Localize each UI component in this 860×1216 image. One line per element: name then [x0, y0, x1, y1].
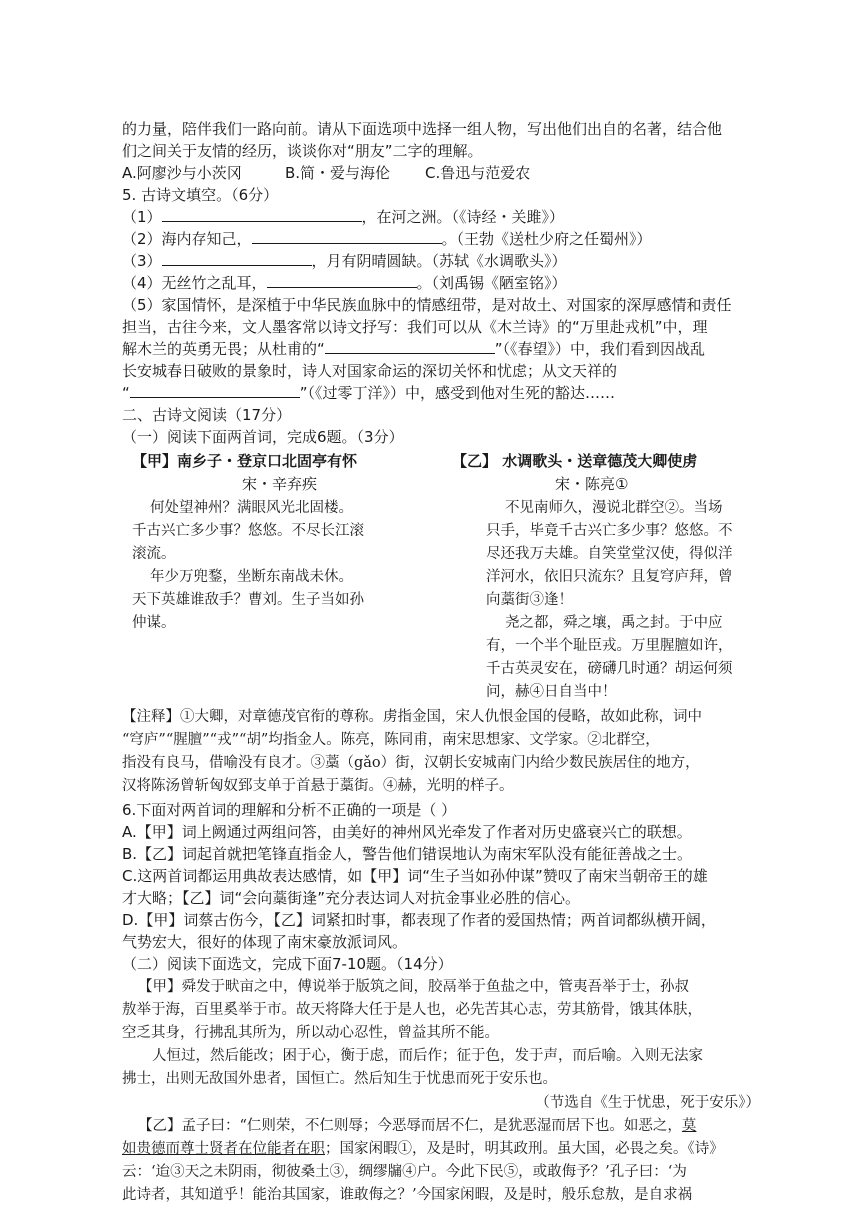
- q5-line-5d: 长安城春日破败的景象时，诗人对国家命运的深切关怀和忧虑；从文天祥的: [122, 362, 618, 380]
- passage-jia-line: 空乏其身，行拂乱其所为，所以动心忍性，曾益其所不能。: [122, 1025, 499, 1041]
- blank-6[interactable]: [130, 383, 300, 398]
- notes-line: “穹庐”“腥膻”“戎”“胡”均指金人。陈亮，陈同甫，南宋思想家、文学家。②北群空，: [122, 732, 660, 748]
- passage-jia-source: （节选自《生于忧患，死于安乐》）: [535, 1095, 760, 1111]
- passage-jia-line: 敖举于海，百里奚举于市。故天将降大任于是人也，必先苦其心志，劳其筋骨，饿其体肤，: [122, 1002, 702, 1018]
- passage-yi-line: 此诗者，其知道乎！能治其国家，谁敢侮之？’今国家闲暇，及是时，般乐怠敖，是自求祸: [122, 1187, 693, 1203]
- q6-option-c-cont: 才大略；【乙】词“会向藁街逢”充分表达词人对抗金事业必胜的信心。: [122, 889, 581, 907]
- section-2-title: 二、古诗文阅读（17分）: [122, 406, 292, 424]
- poem-yi-line: 只手，毕竟千古兴亡多少事？悠悠。不: [486, 523, 733, 539]
- sub-1-title: （一）阅读下面两首词，完成6题。（3分）: [122, 428, 404, 446]
- q5-line-3: （3） ，月有阴晴圆缺。（苏轼《水调歌头》）: [122, 252, 567, 270]
- poem-jia-author: 宋・辛弃疾: [242, 475, 318, 493]
- poem-yi-line: 向藁街③逢！: [486, 592, 573, 608]
- passage-yi-line: 如贵德而尊士贤者在位能者在职；国家闲暇①，及是时，明其政刑。虽大国，必畏之矣。《诗》: [122, 1141, 724, 1157]
- blank-4[interactable]: [267, 273, 417, 288]
- underlined-text: 莫: [681, 1118, 697, 1134]
- passage-jia-line: 【甲】舜发于畎亩之中，傅说举于版筑之间，胶鬲举于鱼盐之中，管夷吾举于士，孙叔: [138, 979, 689, 995]
- blank-2[interactable]: [252, 229, 442, 244]
- q6-option-c[interactable]: C.这两首词都运用典故表达感情，如【甲】词“生子当如孙仲谋”赞叹了南宋当朝帝王的雄: [122, 867, 708, 885]
- poem-jia-line: 年少万兜鍪，坐断东南战未休。: [150, 569, 353, 585]
- poem-jia-line: 滚流。: [132, 546, 176, 562]
- q6-option-b[interactable]: B.【乙】词起首就把笔锋直指金人，警告他们错误地认为南宋军队没有能征善战之士。: [122, 845, 693, 863]
- underlined-text: 如贵德而尊士贤者在位能者在职: [122, 1141, 325, 1157]
- q6-option-d-cont: 气势宏大，很好的体现了南宋豪放派词风。: [122, 933, 408, 951]
- notes-line: 指没有良马，借喻没有良才。③藁（gǎo）街，汉朝长安城南门内给少数民族居住的地方，: [122, 755, 700, 771]
- passage-jia-line: 拂士，出则无敌国外患者，国恒亡。然后知生于忧患而死于安乐也。: [122, 1071, 557, 1087]
- option-b: B.简・爱与海伦: [285, 164, 391, 182]
- poem-jia-line: 千古兴亡多少事？悠悠。不尽长江滚: [132, 523, 364, 539]
- option-c: C.鲁迅与范爱农: [425, 164, 531, 182]
- poem-yi-line: 尽还我万夫雄。自笑堂堂汉使，得似洋: [486, 546, 733, 562]
- passage-jia-line: 人恒过，然后能改；困于心，衡于虑，而后作；征于色，发于声，而后喻。入则无法家: [152, 1048, 703, 1064]
- poem-jia-line: 天下英雄谁敌手？曹刘。生子当如孙: [132, 592, 364, 608]
- q5-line-2: （2）海内存知己， 。（王勃《送杜少府之任蜀州》）: [122, 230, 652, 248]
- poem-yi-line: 问，赫④日自当中！: [486, 684, 617, 700]
- notes-line: 【注释】①大卿，对章德茂官衔的尊称。虏指金国，宋人仇恨金国的侵略，故如此称，词中: [122, 709, 702, 725]
- q5-line-1: （1） ，在河之洲。（《诗经・关雎》）: [122, 208, 565, 226]
- poem-yi-line: 尧之都，舜之壤，禹之封。于中应: [505, 615, 723, 631]
- q5-title: 5. 古诗文填空。（6分）: [122, 186, 279, 204]
- q5-line-5c: 解木兰的英勇无畏；从杜甫的“ ”（《春望》）中，我们看到因战乱: [122, 340, 706, 358]
- notes-line: 汉将陈汤曾斩匈奴郅支单于首悬于藁街。④赫，光明的样子。: [122, 778, 514, 794]
- poem-yi-line: 不见南师久，漫说北群空②。当场: [505, 500, 723, 516]
- poem-jia-line: 何处望神州？满眼风光北固楼。: [150, 500, 353, 516]
- blank-5[interactable]: [325, 339, 495, 354]
- passage-yi-line: 云：‘迨③天之未阴雨，彻彼桑土③，绸缪牖④户。今此下民⑤，或敢侮予？’孔子曰：‘为: [122, 1164, 687, 1180]
- q5-line-4: （4）无丝竹之乱耳， 。（刘禹锡《陋室铭》）: [122, 274, 567, 292]
- q6-stem: 6.下面对两首词的理解和分析不正确的一项是（ ）: [122, 801, 457, 819]
- q6-option-a[interactable]: A.【甲】词上阙通过两组问答，由美好的神州风光牵发了作者对历史盛衰兴亡的联想。: [122, 823, 692, 841]
- poem-yi-line: 有，一个半个耻臣戎。万里腥膻如许，: [486, 638, 733, 654]
- intro-line-2: 们之间关于友情的经历，谈谈你对“朋友”二字的理解。: [122, 142, 483, 160]
- sub-2-title: （二）阅读下面选文，完成下面7-10题。（14分）: [122, 955, 453, 973]
- poem-jia-line: 仲谋。: [132, 615, 176, 631]
- poem-jia-title: 【甲】南乡子・登京口北固亭有怀: [132, 452, 358, 470]
- q6-option-d[interactable]: D.【甲】词蔡古伤今，【乙】词紧扣时事，都表现了作者的爱国热情；两首词都纵横开阔，: [122, 911, 716, 929]
- q5-line-5a: （5）家国情怀，是深植于中华民族血脉中的情感纽带，是对故土、对国家的深厚感情和责任: [122, 296, 732, 314]
- passage-yi-line: 【乙】孟子曰：“仁则荣，不仁则辱；今恶辱而居不仁，是犹恶湿而居下也。如恶之，莫: [138, 1118, 697, 1134]
- blank-3[interactable]: [162, 251, 312, 266]
- poem-yi-title: 【乙】 水调歌头・送章德茂大卿使虏: [452, 452, 698, 470]
- poem-yi-line: 洋河水，依旧只流东？且复穹庐拜，曾: [486, 569, 733, 585]
- q5-line-5b: 担当，古往今来，文人墨客常以诗文抒写：我们可以从《木兰诗》的“万里赴戎机”中，理: [122, 318, 708, 336]
- blank-1[interactable]: [162, 207, 362, 222]
- q5-line-5e: “ ”（《过零丁洋》）中，感受到他对生死的豁达……: [122, 384, 616, 402]
- poem-yi-author: 宋・陈亮①: [555, 475, 629, 493]
- intro-line-1: 的力量，陪伴我们一路向前。请从下面选项中选择一组人物，写出他们出自的名著，结合他: [122, 120, 723, 138]
- poem-yi-line: 千古英灵安在，磅礴几时通？胡运何须: [486, 661, 733, 677]
- option-a: A.阿廖沙与小茨冈: [122, 164, 242, 182]
